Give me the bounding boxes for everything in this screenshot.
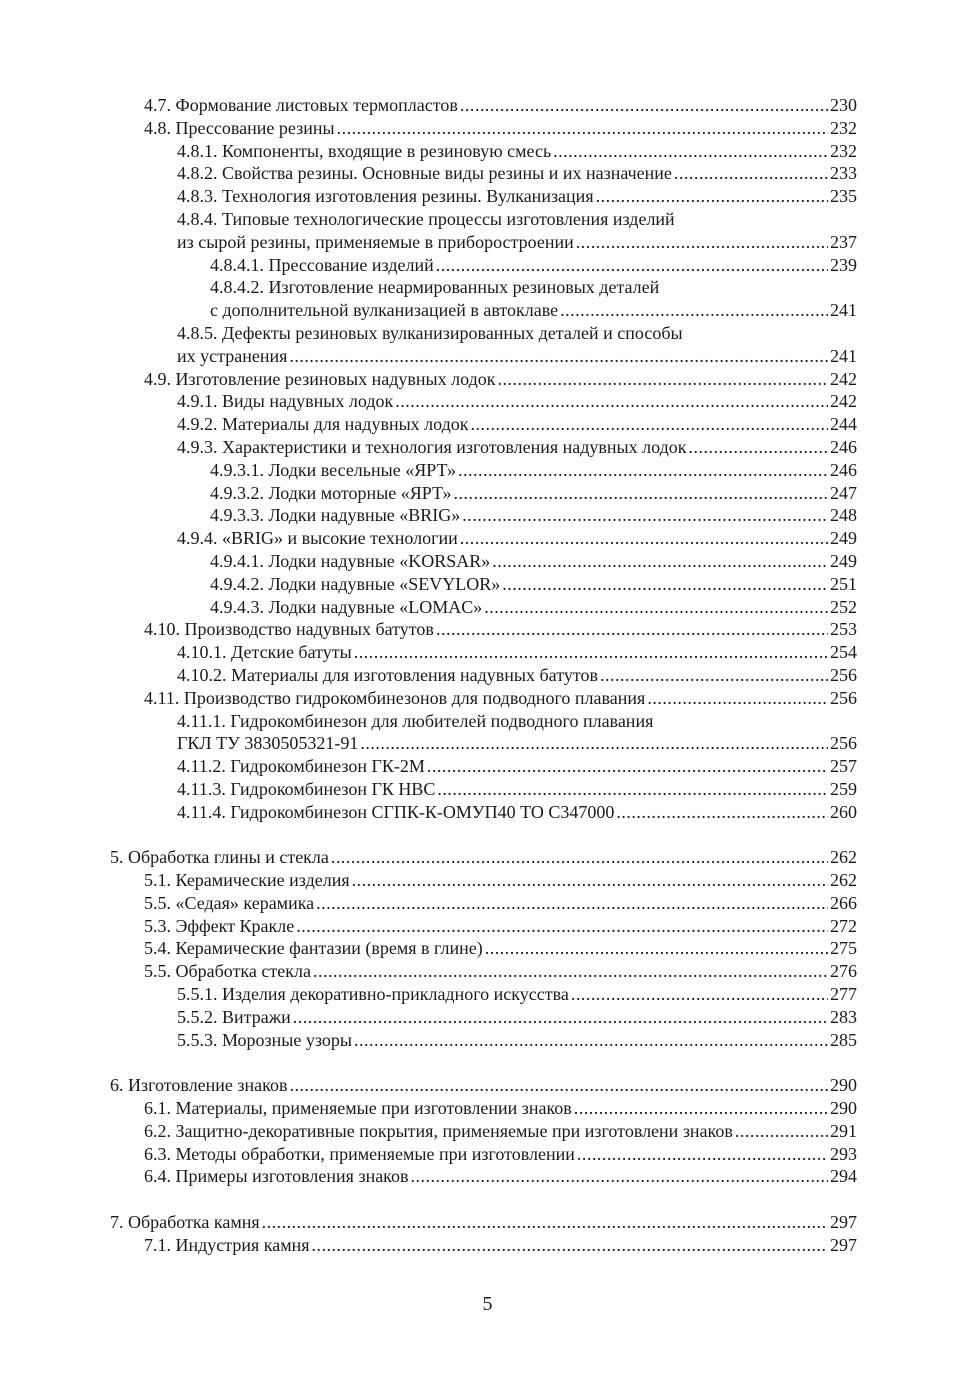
toc-entry-title: 4.9.3. Характеристики и технология изготовления надувных лодок	[177, 436, 687, 457]
toc-entry-title: 4.8.5. Дефекты резиновых вулканизированных деталей и способы	[177, 322, 683, 343]
toc-entry-row	[210, 299, 857, 322]
toc-entry	[0, 915, 975, 938]
toc-entry-title: 4.9.4.1. Лодки надувные «KORSAR»	[210, 550, 491, 571]
toc-dot-leader	[674, 162, 828, 185]
toc-entry-title: 6. Изготовление знаков	[110, 1075, 288, 1096]
toc-dot-leader	[460, 527, 828, 550]
toc-entry-title: 4.11.1. Гидрокомбинезон для любителей подводного плавания	[177, 710, 654, 731]
toc-entry	[0, 573, 975, 596]
toc-dot-leader	[577, 1143, 828, 1166]
toc-dot-leader	[436, 618, 828, 641]
toc-entry-title: ГКЛ ТУ 3830505321-91	[177, 733, 359, 754]
toc-entry-title: 5.5. «Седая» керамика	[144, 892, 315, 913]
toc-entry	[0, 1029, 975, 1052]
toc-dot-leader	[600, 664, 828, 687]
toc-entry-title: 5.5.1. Изделия декоративно-прикладного искусства	[177, 984, 569, 1005]
toc-entry-page: 242	[830, 391, 857, 412]
toc-entry-title: 4.8.4. Типовые технологические процессы изготовления изделий	[177, 208, 675, 229]
toc-entry-row	[210, 596, 857, 619]
toc-entry-row	[144, 618, 857, 641]
toc-entry-title: 7.1. Индустрия камня	[144, 1234, 310, 1255]
toc-entry	[0, 368, 975, 391]
toc-dot-leader	[262, 1211, 828, 1234]
toc-dot-leader	[502, 573, 828, 596]
toc-entry-row	[144, 1234, 857, 1257]
toc-entry-row	[144, 1120, 857, 1143]
toc-dot-leader	[647, 687, 828, 710]
toc-entry-page: 259	[830, 778, 857, 799]
toc-entry-title: 7. Обработка камня	[110, 1212, 260, 1233]
toc-entry-page: 297	[830, 1212, 857, 1233]
toc-entry	[0, 1165, 975, 1188]
toc-dot-leader	[337, 117, 828, 140]
toc-entry-row	[210, 254, 857, 277]
toc-entry-row	[177, 390, 857, 413]
toc-entry-row	[144, 1165, 857, 1188]
toc-entry-page: 260	[830, 801, 857, 822]
toc-entry-page: 285	[830, 1029, 857, 1050]
toc-entry-row	[177, 413, 857, 436]
toc-entry-page: 239	[830, 254, 857, 275]
toc-dot-leader	[296, 915, 828, 938]
toc-entry-page: 256	[830, 687, 857, 708]
toc-dot-leader	[436, 254, 828, 277]
toc-entry-title: 4.11.2. Гидрокомбинезон ГК-2М	[177, 756, 425, 777]
toc-entry-page: 256	[830, 733, 857, 754]
toc-entry-continuation	[0, 231, 975, 254]
toc-dot-leader	[437, 778, 828, 801]
toc-entry	[0, 504, 975, 527]
toc-entry-row	[210, 550, 857, 573]
toc-dot-leader	[485, 937, 828, 960]
toc-entry	[0, 1120, 975, 1143]
toc-entry-page: 262	[830, 847, 857, 868]
toc-entry-row	[144, 687, 857, 710]
toc-entry-page: 232	[830, 117, 857, 138]
toc-entry	[0, 846, 975, 869]
toc-entry	[0, 140, 975, 163]
toc-entry-continuation	[0, 299, 975, 322]
toc-entry	[0, 1074, 975, 1097]
toc-entry-page: 241	[830, 300, 857, 321]
toc-dot-leader	[289, 345, 828, 368]
toc-entry-row	[177, 185, 857, 208]
toc-entry-title: 6.1. Материалы, применяемые при изготовлении знаков	[144, 1098, 572, 1119]
toc-entry-row	[177, 732, 857, 755]
toc-entry	[0, 869, 975, 892]
toc-dot-leader	[492, 550, 828, 573]
toc-entry-title: 4.9.3.1. Лодки весельные «ЯРТ»	[210, 459, 456, 480]
toc-dot-leader	[427, 755, 828, 778]
toc-entry-row	[177, 162, 857, 185]
toc-entry-page: 249	[830, 550, 857, 571]
toc-entry	[0, 1143, 975, 1166]
toc-entry	[0, 937, 975, 960]
toc-entry	[0, 527, 975, 550]
toc-entry-row	[177, 231, 857, 254]
toc-entry	[0, 596, 975, 619]
toc-entry-page: 253	[830, 619, 857, 640]
toc-entry	[0, 1234, 975, 1257]
toc-entry-row	[144, 117, 857, 140]
toc-entry-title: 5. Обработка глины и стекла	[110, 847, 329, 868]
toc-entry-row	[110, 1211, 857, 1234]
toc-entry-title: 5.5.2. Витражи	[177, 1006, 291, 1027]
toc-entry-page: 251	[830, 573, 857, 594]
toc-entry-title: 4.9.4.2. Лодки надувные «SEVYLOR»	[210, 573, 501, 594]
toc-entry-row	[177, 527, 857, 550]
table-of-contents	[0, 94, 975, 1257]
toc-entry	[0, 641, 975, 664]
toc-entry	[0, 185, 975, 208]
toc-dot-leader	[471, 413, 828, 436]
toc-dot-leader	[458, 459, 828, 482]
toc-entry-row	[177, 436, 857, 459]
toc-entry-title: 4.8.2. Свойства резины. Основные виды резины и их назначение	[177, 163, 672, 184]
toc-entry-page: 291	[830, 1120, 857, 1141]
toc-entry-page: 293	[830, 1143, 857, 1164]
toc-entry-title: 4.8.3. Технология изготовления резины. Вулканизация	[177, 186, 594, 207]
toc-entry-row	[177, 1006, 857, 1029]
toc-dot-leader	[576, 231, 828, 254]
toc-entry-title: 5.5. Обработка стекла	[144, 961, 311, 982]
toc-entry-title: 4.10.2. Материалы для изготовления надувных батутов	[177, 664, 598, 685]
toc-entry	[0, 322, 975, 345]
toc-entry	[0, 755, 975, 778]
toc-entry	[0, 664, 975, 687]
toc-dot-leader	[735, 1120, 828, 1143]
toc-entry-title: 4.10. Производство надувных батутов	[144, 619, 434, 640]
toc-entry-row	[177, 664, 857, 687]
toc-dot-leader	[316, 892, 828, 915]
toc-dot-leader	[352, 869, 828, 892]
toc-entry	[0, 710, 975, 733]
toc-entry-page: 230	[830, 95, 857, 115]
toc-entry-row	[177, 755, 857, 778]
toc-entry-title: 4.8. Прессование резины	[144, 117, 335, 138]
toc-entry-page: 242	[830, 368, 857, 389]
toc-entry-page: 290	[830, 1075, 857, 1096]
toc-entry	[0, 459, 975, 482]
toc-dot-leader	[360, 732, 828, 755]
toc-entry-title: 4.8.1. Компоненты, входящие в резиновую смесь	[177, 140, 552, 161]
toc-entry-page: 235	[830, 186, 857, 207]
toc-entry-row	[144, 960, 857, 983]
toc-dot-leader	[553, 140, 828, 163]
toc-entry-continuation	[0, 345, 975, 368]
toc-entry-page: 275	[830, 938, 857, 959]
toc-entry-row	[177, 641, 857, 664]
toc-dot-leader	[331, 846, 828, 869]
toc-entry-title: 5.5.3. Морозные узоры	[177, 1029, 352, 1050]
toc-entry-page: 254	[830, 642, 857, 663]
toc-entry-row	[210, 573, 857, 596]
toc-entry-page: 262	[830, 870, 857, 891]
toc-entry-page: 257	[830, 756, 857, 777]
toc-entry	[0, 436, 975, 459]
toc-dot-leader	[395, 390, 828, 413]
toc-entry-row	[144, 937, 857, 960]
toc-entry-title: 5.4. Керамические фантазии (время в глине)	[144, 938, 483, 959]
toc-entry-title: 6.2. Защитно-декоративные покрытия, применяемые при изготовлени знаков	[144, 1120, 733, 1141]
toc-entry-page: 248	[830, 505, 857, 526]
toc-entry	[0, 983, 975, 1006]
toc-entry-title: 5.3. Эффект Кракле	[144, 915, 295, 936]
toc-entry	[0, 482, 975, 505]
toc-entry-row	[144, 94, 857, 117]
toc-entry	[0, 254, 975, 277]
toc-entry-title: 4.11.3. Гидрокомбинезон ГК НВС	[177, 778, 436, 799]
toc-entry-page: 237	[830, 231, 857, 252]
toc-entry-row	[110, 846, 857, 869]
toc-entry	[0, 1006, 975, 1029]
toc-entry-row	[144, 869, 857, 892]
toc-entry-page: 297	[830, 1234, 857, 1255]
toc-dot-leader	[313, 960, 828, 983]
toc-entry-page: 233	[830, 163, 857, 184]
toc-entry-title: 4.7. Формование листовых термопластов	[144, 95, 458, 115]
toc-dot-leader	[571, 983, 828, 1006]
toc-entry	[0, 960, 975, 983]
toc-entry-row	[177, 983, 857, 1006]
toc-entry	[0, 413, 975, 436]
toc-entry-page: 247	[830, 482, 857, 503]
toc-entry-page: 276	[830, 961, 857, 982]
toc-entry-title: 4.11.4. Гидрокомбинезон СГПК-К-ОМУП40 ТО С347000	[177, 801, 615, 822]
toc-entry-row	[210, 482, 857, 505]
toc-entry-row	[177, 801, 857, 824]
toc-entry-title: 4.9.3.3. Лодки надувные «BRIG»	[210, 505, 461, 526]
toc-entry	[0, 618, 975, 641]
toc-dot-leader	[312, 1234, 828, 1257]
toc-dot-leader	[616, 801, 828, 824]
toc-entry	[0, 276, 975, 299]
toc-entry	[0, 1097, 975, 1120]
toc-entry-title: 6.4. Примеры изготовления знаков	[144, 1166, 409, 1187]
toc-entry-page: 272	[830, 915, 857, 936]
toc-entry-page: 241	[830, 345, 857, 366]
toc-entry-row	[210, 459, 857, 482]
toc-entry-title: 4.10.1. Детские батуты	[177, 642, 352, 663]
toc-entry-row	[144, 915, 857, 938]
toc-dot-leader	[354, 1029, 828, 1052]
toc-dot-leader	[460, 94, 828, 117]
toc-entry-title: 4.9.4. «BRIG» и высокие технологии	[177, 528, 458, 549]
toc-entry-page: 277	[830, 984, 857, 1005]
toc-dot-leader	[574, 1097, 828, 1120]
toc-entry-row	[177, 1029, 857, 1052]
toc-entry-page: 294	[830, 1166, 857, 1187]
toc-entry-row	[177, 345, 857, 368]
toc-entry-title: их устранения	[177, 345, 288, 366]
toc-entry-title: 4.9.3.2. Лодки моторные «ЯРТ»	[210, 482, 452, 503]
toc-entry-title: с дополнительной вулканизацией в автоклаве	[210, 300, 559, 321]
page-number: 5	[482, 1293, 493, 1315]
toc-entry	[0, 162, 975, 185]
toc-dot-leader	[688, 436, 828, 459]
toc-entry	[0, 117, 975, 140]
toc-entry-row	[144, 892, 857, 915]
toc-entry-row	[144, 368, 857, 391]
toc-entry-row	[110, 1074, 857, 1097]
toc-entry-row	[144, 1097, 857, 1120]
toc-entry-title: 4.9.4.3. Лодки надувные «LOMAC»	[210, 596, 483, 617]
toc-dot-leader	[462, 504, 828, 527]
toc-entry-page: 266	[830, 892, 857, 913]
toc-entry-title: 4.9. Изготовление резиновых надувных лодок	[144, 368, 496, 389]
toc-entry	[0, 208, 975, 231]
toc-entry	[0, 687, 975, 710]
toc-entry	[0, 390, 975, 413]
toc-entry-title: 4.9.2. Материалы для надувных лодок	[177, 414, 469, 435]
toc-entry-title: 6.3. Методы обработки, применяемые при изготовлении	[144, 1143, 575, 1164]
toc-entry-row	[177, 778, 857, 801]
toc-entry-page: 249	[830, 528, 857, 549]
toc-entry-title: 5.1. Керамические изделия	[144, 870, 350, 891]
toc-entry-title: из сырой резины, применяемые в приборостроении	[177, 231, 574, 252]
toc-entry-page: 232	[830, 140, 857, 161]
toc-dot-leader	[411, 1165, 828, 1188]
toc-entry-page: 246	[830, 436, 857, 457]
toc-entry	[0, 550, 975, 573]
toc-entry-page: 252	[830, 596, 857, 617]
toc-entry-title: 4.9.1. Виды надувных лодок	[177, 391, 394, 412]
toc-entry	[0, 892, 975, 915]
toc-entry	[0, 778, 975, 801]
toc-entry-title: 4.11. Производство гидрокомбинезонов для подводного плавания	[144, 687, 646, 708]
toc-entry-page: 256	[830, 664, 857, 685]
toc-entry-row	[144, 1143, 857, 1166]
toc-entry-row	[177, 140, 857, 163]
toc-entry	[0, 1211, 975, 1234]
toc-entry-continuation	[0, 732, 975, 755]
toc-entry-page: 283	[830, 1006, 857, 1027]
toc-dot-leader	[290, 1074, 829, 1097]
toc-dot-leader	[354, 641, 828, 664]
toc-entry-page: 290	[830, 1098, 857, 1119]
toc-entry-row	[210, 504, 857, 527]
toc-dot-leader	[560, 299, 828, 322]
toc-entry-title: 4.8.4.1. Прессование изделий	[210, 254, 434, 275]
toc-entry	[0, 94, 975, 117]
toc-entry-title: 4.8.4.2. Изготовление неармированных резиновых деталей	[210, 277, 660, 298]
toc-dot-leader	[497, 368, 828, 391]
toc-dot-leader	[596, 185, 828, 208]
toc-entry-page: 244	[830, 414, 857, 435]
toc-dot-leader	[293, 1006, 828, 1029]
toc-entry-page: 246	[830, 459, 857, 480]
toc-dot-leader	[484, 596, 828, 619]
toc-entry	[0, 801, 975, 824]
toc-dot-leader	[454, 482, 828, 505]
